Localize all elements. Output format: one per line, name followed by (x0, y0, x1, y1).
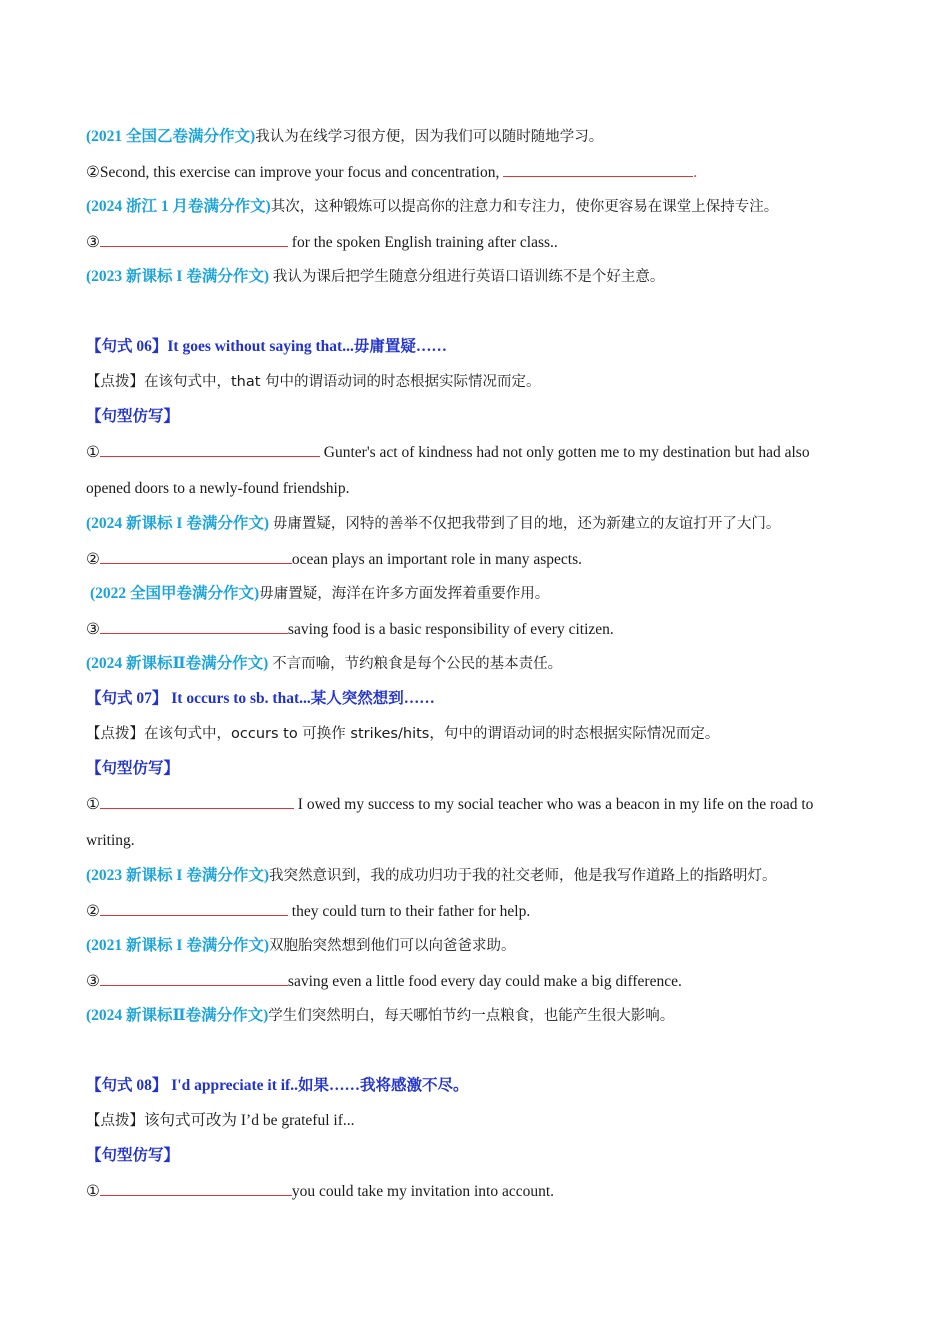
item-number: ② (86, 551, 100, 568)
answer-blank[interactable] (100, 970, 288, 986)
answer-blank[interactable] (100, 548, 292, 564)
tip-line (86, 371, 541, 393)
chinese-translation: 不言而喻，节约粮食是每个公民的基本责任。 (272, 656, 563, 672)
section-heading: 【句式 07】 It occurs to sb. that...某人突然想到…… (86, 690, 435, 707)
exercise-text: I owed my success to my social teacher who was a beacon in my life on the road to (297, 796, 814, 813)
source-label: (2024 新课标Ⅱ卷满分作文) (86, 1007, 269, 1024)
practice-label: 【句型仿写】 (86, 1147, 180, 1164)
item-number: ③ (86, 621, 100, 638)
exercise-line (86, 618, 614, 641)
item-number: ③ (86, 234, 100, 251)
exercise-line (86, 441, 810, 464)
chinese-translation: 学生们突然明白，每天哪怕节约一点粮食，也能产生很大影响。 (268, 1008, 675, 1024)
source-label: (2024 新课标 I 卷满分作文) (86, 515, 269, 532)
chinese-translation: 其次，这种锻炼可以提高你的注意力和专注力，使你更容易在课堂上保持专注。 (270, 199, 779, 215)
exercise-text: . (693, 164, 698, 181)
tip-text: 在该句式中，that 句中的谓语动词的时态根据实际情况而定。 (144, 374, 541, 390)
source-label: (2023 新课标 I 卷满分作文) (86, 268, 269, 285)
exercise-line (86, 161, 697, 184)
exercise-text: you could take my invitation into account. (291, 1183, 555, 1200)
exercise-text: ocean plays an important role in many aspects. (291, 551, 583, 568)
exercise-text: for the spoken English training after class.. (291, 234, 558, 251)
exercise-text: saving even a little food every day could make a big difference. (287, 973, 682, 990)
exercise-line (86, 548, 582, 571)
source-label: (2022 全国甲卷满分作文) (90, 585, 260, 602)
tip-text: 该句式可改为 I’d be grateful if... (144, 1112, 355, 1129)
exercise-text: they could turn to their father for help. (291, 903, 531, 920)
source-label: (2021 新课标 I 卷满分作文) (86, 937, 269, 954)
source-label: (2024 浙江 1 月卷满分作文) (86, 198, 271, 215)
chinese-translation: 双胞胎突然想到他们可以向爸爸求助。 (268, 938, 516, 954)
example-source-line (86, 513, 780, 535)
tip-label: 【点拨】 (86, 726, 144, 742)
example-source-line (86, 126, 603, 148)
chinese-translation: 我认为课后把学生随意分组进行英语口语训练不是个好主意。 (272, 269, 665, 285)
section-heading: 【句式 08】 I'd appreciate it if..如果……我将感激不尽。 (86, 1077, 469, 1094)
item-number: ① (86, 444, 100, 461)
chinese-translation: 我突然意识到，我的成功归功于我的社交老师，他是我写作道路上的指路明灯。 (268, 868, 777, 884)
exercise-continuation: writing. (86, 832, 135, 849)
chinese-translation: 我认为在线学习很方便，因为我们可以随时随地学习。 (255, 129, 604, 145)
source-label: (2021 全国乙卷满分作文) (86, 128, 256, 145)
answer-blank[interactable] (100, 441, 320, 457)
source-label: (2024 新课标Ⅱ卷满分作文) (86, 655, 269, 672)
answer-blank[interactable] (100, 1180, 292, 1196)
exercise-text: Gunter's act of kindness had not only gotten me to my destination but had also (323, 444, 810, 461)
item-number: ① (86, 796, 100, 813)
example-source-line (90, 583, 549, 605)
tip-text: 在该句式中，occurs to 可换作 strikes/hits，句中的谓语动词的时态根据实际情况而定。 (144, 726, 720, 742)
chinese-translation: 毋庸置疑，海洋在许多方面发挥着重要作用。 (259, 586, 550, 602)
exercise-line (86, 231, 558, 254)
practice-label: 【句型仿写】 (86, 760, 180, 777)
answer-blank[interactable] (100, 231, 288, 247)
example-source-line (86, 653, 562, 675)
answer-blank[interactable] (100, 618, 288, 634)
exercise-line (86, 970, 682, 993)
tip-line (86, 1110, 355, 1132)
example-source-line (86, 935, 515, 957)
tip-label: 【点拨】 (86, 1113, 144, 1129)
answer-blank[interactable] (100, 900, 288, 916)
example-source-line (86, 196, 778, 218)
exercise-text: ②Second, this exercise can improve your focus and concentration, (86, 164, 500, 181)
practice-label: 【句型仿写】 (86, 408, 180, 425)
section-heading: 【句式 06】It goes without saying that...毋庸置疑…… (86, 338, 447, 355)
exercise-line (86, 900, 530, 923)
item-number: ① (86, 1183, 100, 1200)
example-source-line (86, 1005, 674, 1027)
example-source-line (86, 266, 664, 288)
answer-blank[interactable] (503, 161, 693, 177)
source-label: (2023 新课标 I 卷满分作文) (86, 867, 269, 884)
item-number: ② (86, 903, 100, 920)
item-number: ③ (86, 973, 100, 990)
exercise-line (86, 793, 813, 816)
exercise-text: saving food is a basic responsibility of every citizen. (287, 621, 614, 638)
tip-line (86, 723, 719, 745)
exercise-line (86, 1180, 554, 1203)
example-source-line (86, 865, 776, 887)
answer-blank[interactable] (100, 793, 294, 809)
chinese-translation: 毋庸置疑，冈特的善举不仅把我带到了目的地，还为新建立的友谊打开了大门。 (272, 516, 781, 532)
exercise-continuation: opened doors to a newly-found friendship. (86, 480, 350, 497)
tip-label: 【点拨】 (86, 374, 144, 390)
